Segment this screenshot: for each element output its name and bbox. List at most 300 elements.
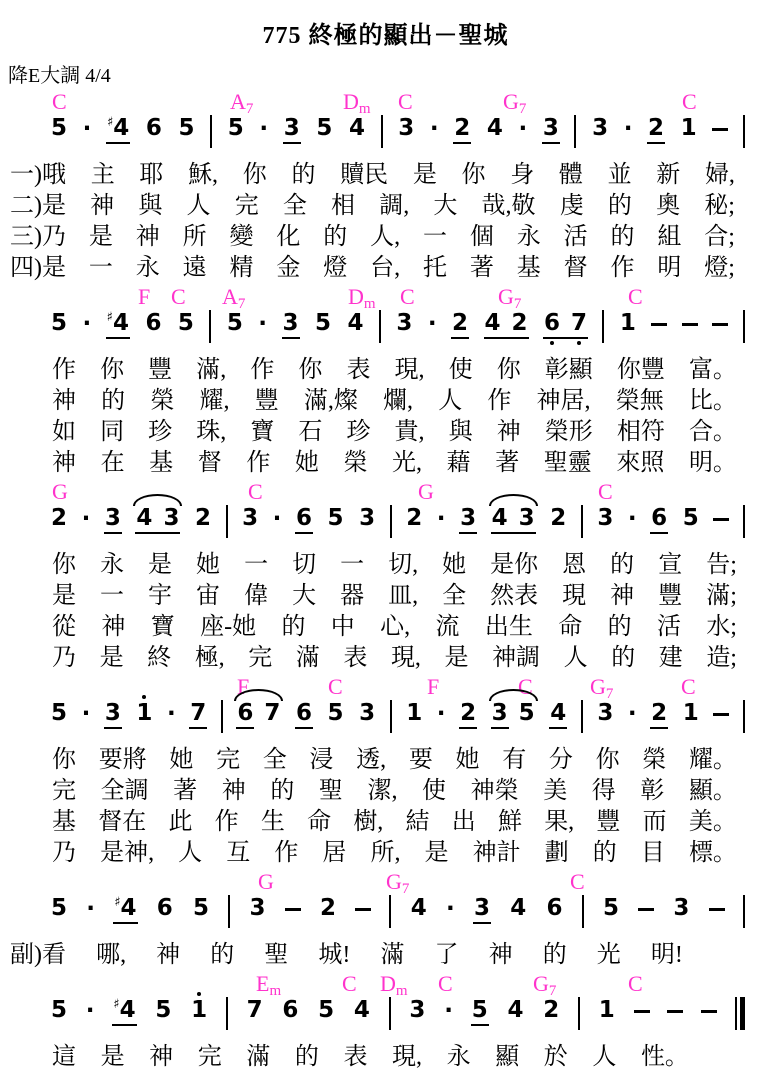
note: 5	[518, 700, 535, 726]
note: 3	[398, 115, 415, 141]
lyric-syllable: 聖	[318, 778, 343, 804]
duration-dot: ·	[258, 311, 268, 337]
system	[0, 973, 771, 1072]
final-barline	[735, 997, 745, 1030]
lyric-syllable: 與	[448, 419, 473, 445]
duration-dot: ·	[518, 116, 528, 142]
lyric-syllable: 在	[100, 450, 125, 476]
system	[0, 676, 771, 868]
lyric-syllable: 完	[216, 747, 241, 773]
lyric-row	[52, 356, 737, 385]
lyric-syllable: 作	[246, 450, 271, 476]
duration-dot: ·	[81, 506, 91, 532]
lyric-syllable: 神	[221, 778, 246, 804]
note: 3	[249, 895, 266, 921]
lyric-syllable: 滿,燦	[303, 388, 358, 414]
lyric-row	[10, 192, 735, 221]
lyric-syllable: 燈;	[704, 255, 735, 281]
chord-label: $E_m$	[256, 971, 282, 999]
lyric-syllable: 合。	[688, 419, 737, 445]
note: 5	[314, 310, 331, 336]
lyric-syllable: 神	[610, 583, 635, 609]
lyric-syllable: 同	[100, 419, 125, 445]
note-group	[491, 507, 536, 534]
lyric-syllable: 穌,	[188, 162, 219, 188]
lyric-syllable: 水;	[706, 614, 737, 640]
note: ♯4	[112, 999, 136, 1026]
lyric-syllable: 寶	[250, 419, 275, 445]
chord-label: G	[258, 869, 274, 894]
lyric-row	[52, 387, 737, 416]
lyric-syllable: 是	[444, 645, 469, 671]
lyric-syllable: 有	[502, 747, 527, 773]
lyric-syllable: 人	[186, 193, 211, 219]
lyric-syllable: 如	[52, 419, 76, 445]
barline	[210, 115, 212, 148]
note: 3	[673, 895, 690, 921]
note: 5	[316, 115, 333, 141]
duration-dot: ·	[436, 506, 446, 532]
lyric-syllable: 一	[244, 552, 269, 578]
lyric-syllable: 宇	[148, 583, 173, 609]
lyric-syllable: 奧	[656, 193, 681, 219]
chord-label: C	[628, 971, 643, 996]
chord-label: C	[400, 284, 415, 309]
lyric-syllable: 鮮	[497, 809, 522, 835]
lyric-syllable: 是	[100, 1044, 125, 1070]
lyric-syllable: 的	[592, 840, 617, 866]
note: 4	[549, 702, 567, 729]
lyric-syllable: 是	[88, 224, 113, 250]
lyric-syllable: 命	[307, 809, 332, 835]
lyric-syllable: 督	[197, 450, 222, 476]
lyric-syllable: 你	[595, 747, 620, 773]
lyric-row	[10, 161, 735, 190]
lyric-row	[52, 418, 737, 447]
lyric-syllable: 富。	[688, 357, 737, 383]
lyric-syllable: 身	[510, 162, 535, 188]
note: 2	[647, 117, 665, 144]
barline	[740, 997, 745, 1030]
lyric-syllable: 並	[607, 162, 632, 188]
duration-dot: ·	[429, 116, 439, 142]
dash-note	[651, 323, 667, 326]
note: 3	[459, 507, 477, 534]
chord-sub: 7	[548, 983, 557, 999]
note: 4	[507, 997, 524, 1023]
note: 6	[156, 895, 173, 921]
lyric-syllable: 劃	[544, 840, 569, 866]
lyric-syllable: 體	[558, 162, 583, 188]
dash-note	[667, 1010, 683, 1013]
note: 2	[406, 505, 423, 531]
note: 4	[491, 505, 508, 531]
lyric-syllable: 作	[610, 255, 635, 281]
lyric-syllable: 一	[100, 583, 125, 609]
notes-row	[50, 507, 745, 549]
system	[0, 481, 771, 673]
lyric-row	[10, 254, 735, 283]
lyric-syllable: 所	[182, 224, 207, 250]
duration-dot: ·	[86, 896, 95, 922]
lyric-syllable: 耶	[139, 162, 164, 188]
note: 3	[104, 702, 122, 729]
dash-note	[682, 323, 698, 326]
lyric-syllable: 的	[610, 552, 635, 578]
lyric-syllable: 基	[516, 255, 541, 281]
lyric-syllable: 藉	[446, 450, 471, 476]
lyric-syllable: 美	[543, 778, 568, 804]
note: 7	[189, 702, 207, 729]
chord-row	[0, 91, 771, 116]
lyric-syllable: 你	[496, 357, 521, 383]
duration-dot: ·	[85, 998, 95, 1024]
lyric-syllable: 精	[229, 255, 254, 281]
lyric-syllable: 相	[331, 193, 356, 219]
lyric-row	[10, 223, 735, 252]
lyric-syllable: 人	[438, 388, 463, 414]
lyric-syllable: 榮	[150, 388, 175, 414]
note: ♯4	[113, 897, 137, 924]
lyric-syllable: 作	[274, 840, 299, 866]
duration-dot: ·	[623, 116, 633, 142]
note: 3	[409, 997, 426, 1023]
note: 2	[543, 997, 560, 1023]
lyric-syllable: 比。	[688, 388, 737, 414]
chord-label: C	[438, 971, 453, 996]
lyric-syllable: 組	[657, 224, 682, 250]
barline	[743, 505, 745, 538]
lyric-syllable: 明。	[688, 450, 737, 476]
lyric-syllable: 建	[658, 645, 683, 671]
duration-dot: ·	[82, 311, 92, 337]
note: 5	[602, 895, 619, 921]
system	[0, 91, 771, 283]
lyric-syllable: 神	[52, 450, 76, 476]
lyric-syllable: 滿	[380, 942, 405, 968]
note-group	[135, 507, 180, 534]
lyric-syllable: 著	[173, 778, 198, 804]
barline	[743, 895, 745, 928]
lyric-syllable: 目	[640, 840, 665, 866]
note: 1	[136, 700, 153, 726]
lyric-syllable: 標。	[688, 840, 737, 866]
note: ♯4	[106, 312, 130, 339]
lyric-syllable: 滿	[246, 1044, 271, 1070]
sharp-sign: ♯	[113, 997, 120, 1012]
chord-label: C	[328, 674, 343, 699]
chord-sub: 7	[513, 296, 522, 312]
lyric-syllable: 要	[408, 747, 433, 773]
lyric-syllable: 作	[52, 357, 76, 383]
lyric-syllable: 她	[455, 747, 480, 773]
lyric-syllable: 滿	[295, 645, 320, 671]
note: 3	[359, 700, 376, 726]
lyric-syllable: 贖民	[340, 162, 389, 188]
chord-label: $G_7$	[386, 869, 410, 897]
lyric-syllable: 珍	[346, 419, 371, 445]
lyric-syllable: 爛,	[383, 388, 414, 414]
lyric-syllable: 出	[451, 809, 476, 835]
note: 2	[51, 505, 68, 531]
lyric-syllable: 是	[99, 645, 124, 671]
lyric-syllable: 你	[100, 357, 125, 383]
lyric-syllable: 神	[149, 1044, 174, 1070]
lyric-row	[52, 644, 737, 673]
note: 5	[193, 895, 210, 921]
lyric-syllable: 於	[543, 1044, 568, 1070]
chord-label: F	[237, 674, 250, 699]
note: 3	[597, 700, 614, 726]
lyric-syllable: 造;	[706, 645, 737, 671]
lyric-syllable: 是你	[490, 552, 539, 578]
barline	[735, 997, 737, 1030]
lyric-syllable: 恩	[562, 552, 587, 578]
lyric-syllable: 是	[424, 840, 449, 866]
lyric-syllable: 虔	[559, 193, 584, 219]
note: 3	[542, 117, 560, 144]
lyric-syllable: 三)乃	[10, 224, 66, 250]
note: 3	[597, 505, 614, 531]
dash-note	[638, 908, 654, 911]
lyric-syllable: 樹,	[353, 809, 384, 835]
lyric-syllable: 透,	[356, 747, 387, 773]
lyric-syllable: 一	[340, 552, 365, 578]
note: 4	[347, 310, 364, 336]
note-group	[543, 312, 588, 339]
chord-label: C	[248, 479, 263, 504]
lyric-row	[52, 582, 737, 611]
lyric-syllable: 全	[442, 583, 467, 609]
barline	[226, 505, 228, 538]
note: 3	[104, 507, 122, 534]
note: 4	[484, 310, 501, 336]
lyric-row	[52, 777, 737, 806]
lyric-row	[52, 746, 737, 775]
lyric-syllable: 光,	[392, 450, 423, 476]
lyric-syllable: 是	[52, 583, 76, 609]
lyric-syllable: 的	[291, 162, 316, 188]
note: 6	[145, 115, 162, 141]
note: 2	[459, 702, 477, 729]
duration-dot: ·	[82, 116, 92, 142]
lyric-syllable: 變	[229, 224, 254, 250]
lyric-row	[52, 449, 737, 478]
lyric-syllable: 活	[563, 224, 588, 250]
lyric-row	[52, 551, 737, 580]
lyric-syllable: 作	[250, 357, 275, 383]
chord-label: $G_7$	[533, 971, 557, 999]
note: 5	[51, 115, 68, 141]
lyric-syllable: 榮	[343, 450, 368, 476]
note: 3	[491, 702, 509, 729]
note-group	[491, 702, 536, 729]
chord-label: C	[682, 89, 697, 114]
lyric-syllable: 一	[423, 224, 447, 250]
duration-dot: ·	[166, 701, 176, 727]
notes-row	[50, 999, 745, 1041]
barline	[581, 700, 583, 733]
lyric-syllable: 告;	[706, 552, 737, 578]
lyric-syllable: 神居,	[536, 388, 591, 414]
lyric-syllable: 作	[487, 388, 512, 414]
note-group	[484, 312, 529, 339]
note: 2	[650, 702, 668, 729]
chord-sub: m	[269, 983, 282, 999]
lyric-syllable: 完	[52, 778, 76, 804]
lyric-syllable: 神榮	[470, 778, 519, 804]
lyric-syllable: 與	[138, 193, 163, 219]
lyric-syllable: 大	[433, 193, 458, 219]
lyric-syllable: 一	[88, 255, 113, 281]
chord-label: $D_m$	[343, 89, 371, 117]
duration-dot: ·	[259, 116, 269, 142]
note: 4	[486, 115, 503, 141]
lyric-syllable: 督	[563, 255, 588, 281]
note: 1	[598, 997, 615, 1023]
note: 2	[451, 312, 469, 339]
chord-label: C	[171, 284, 186, 309]
note: 2	[550, 505, 567, 531]
lyric-syllable: 終	[147, 645, 172, 671]
note: 3	[592, 115, 609, 141]
lyric-syllable: 榮無	[615, 388, 664, 414]
lyric-syllable: 全調	[100, 778, 149, 804]
lyric-syllable: 心,	[380, 614, 411, 640]
dash-note	[701, 1010, 717, 1013]
lyric-syllable: 化	[276, 224, 301, 250]
note: 5	[471, 999, 489, 1026]
lyric-syllable: 而	[642, 809, 667, 835]
lyric-row	[52, 808, 737, 837]
note: 5	[327, 505, 344, 531]
lyric-syllable: 顯。	[688, 778, 737, 804]
lyric-syllable: 活	[656, 614, 681, 640]
barline	[381, 115, 383, 148]
note: 6	[282, 997, 299, 1023]
duration-dot: ·	[444, 998, 453, 1024]
lyric-syllable: 全	[282, 193, 307, 219]
note: 6	[295, 702, 313, 729]
lyric-syllable: 使	[448, 357, 473, 383]
note: 2	[195, 505, 212, 531]
lyric-syllable: 燈	[323, 255, 348, 281]
lyric-syllable: 她	[294, 450, 319, 476]
lyric-syllable: 命	[558, 614, 583, 640]
lyric-syllable: 顯	[495, 1044, 520, 1070]
lyric-syllable: 生	[260, 809, 285, 835]
lyric-syllable: 的	[611, 645, 636, 671]
lyric-syllable: 神	[90, 193, 115, 219]
duration-dot: ·	[445, 896, 455, 922]
note: 7	[246, 997, 263, 1023]
chord-label: C	[398, 89, 413, 114]
music-systems	[0, 91, 771, 1072]
chord-sub: m	[358, 101, 371, 117]
lyric-syllable: 所,	[370, 840, 401, 866]
chord-label: C	[52, 89, 67, 114]
lyric-syllable: 全	[262, 747, 287, 773]
lyric-syllable: 人	[563, 645, 588, 671]
note: 4	[510, 895, 527, 921]
lyric-syllable: 完	[248, 645, 273, 671]
notes-row	[50, 702, 745, 744]
note: 1	[191, 997, 208, 1023]
lyric-syllable: 完	[197, 1044, 222, 1070]
lyric-syllable: 著	[495, 450, 520, 476]
note: 3	[163, 505, 180, 531]
note: 6	[295, 507, 313, 534]
barline	[226, 997, 228, 1030]
lyric-syllable: 這	[52, 1044, 76, 1070]
note: 4	[136, 505, 153, 531]
chord-label: G	[418, 479, 434, 504]
lyric-syllable: 滿;	[706, 583, 737, 609]
lyric-syllable: 你	[461, 162, 486, 188]
note: 3	[359, 505, 376, 531]
chord-label: C	[598, 479, 613, 504]
lyric-syllable: 現,	[392, 1044, 423, 1070]
lyric-syllable: 你	[242, 162, 267, 188]
lyric-syllable: 此	[168, 809, 193, 835]
chord-label: $D_m$	[380, 971, 408, 999]
lyric-syllable: 豐	[254, 388, 279, 414]
lyric-syllable: 永	[100, 552, 125, 578]
lyric-syllable: 基	[52, 809, 76, 835]
lyric-syllable: 神	[156, 942, 181, 968]
lyric-syllable: 你	[298, 357, 323, 383]
lyric-syllable: 現,	[390, 645, 421, 671]
note: 7	[264, 700, 281, 726]
lyric-syllable: 她	[196, 552, 221, 578]
note: 5	[155, 997, 172, 1023]
note: 5	[51, 895, 68, 921]
lyric-syllable: 秘;	[704, 193, 735, 219]
lyric-syllable: 彰顯	[544, 357, 593, 383]
lyric-row	[52, 839, 737, 868]
barline	[602, 310, 604, 343]
note: 5	[682, 505, 699, 531]
sharp-sign: ♯	[106, 115, 114, 130]
lyric-syllable: 的	[607, 614, 632, 640]
note: 3	[283, 117, 301, 144]
lyric-syllable: 人	[178, 840, 203, 866]
lyric-syllable: 是	[148, 552, 173, 578]
note: 6	[236, 702, 254, 729]
lyric-syllable: 神	[101, 614, 126, 640]
lyric-syllable: 居	[322, 840, 347, 866]
lyric-syllable: 台,	[370, 255, 401, 281]
lyric-syllable: 彰	[640, 778, 665, 804]
lyric-syllable: 中	[330, 614, 355, 640]
sharp-sign: ♯	[106, 310, 113, 325]
dash-note	[713, 518, 729, 521]
lyric-syllable: 完	[234, 193, 259, 219]
lyric-syllable: 極,	[194, 645, 225, 671]
dash-note	[355, 908, 371, 911]
lyric-syllable: 永	[446, 1044, 471, 1070]
note: 7	[571, 310, 588, 336]
note: 1	[619, 310, 636, 336]
lyric-syllable: 金	[276, 255, 301, 281]
lyric-syllable: 主	[90, 162, 115, 188]
lyric-syllable: 了	[434, 942, 459, 968]
chord-label: $D_m$	[348, 284, 376, 312]
dash-note	[713, 713, 729, 716]
lyric-syllable: 現	[562, 583, 587, 609]
lyric-syllable: 然表	[490, 583, 539, 609]
note: 5	[51, 310, 68, 336]
